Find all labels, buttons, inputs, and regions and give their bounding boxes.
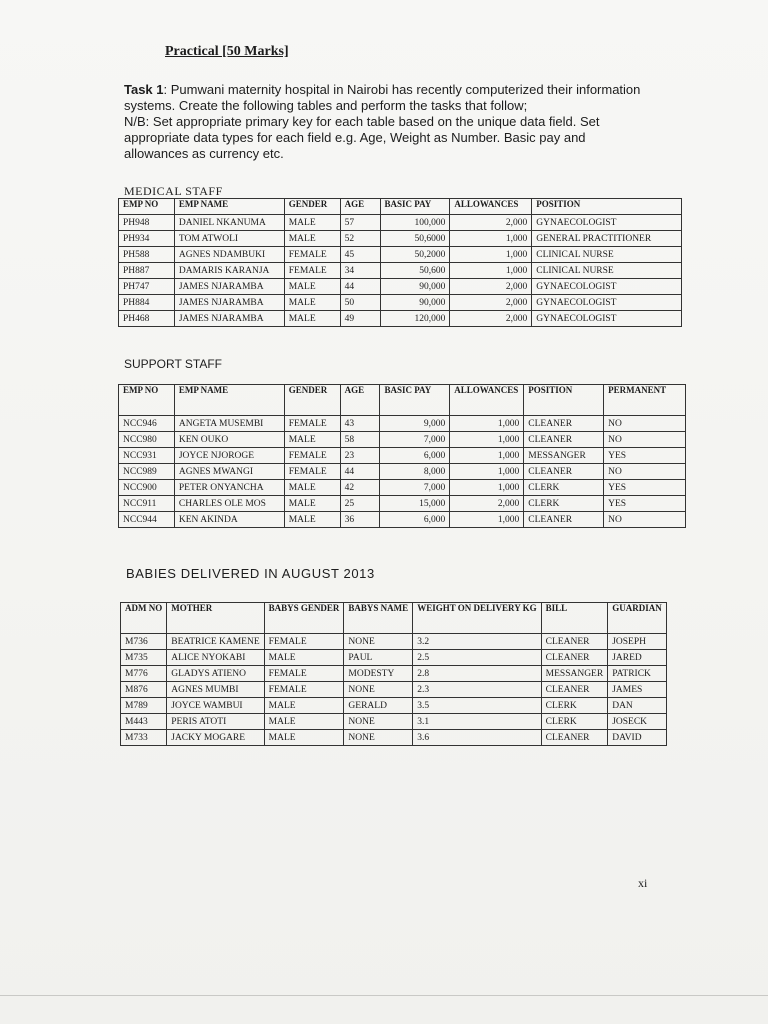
table-cell: YES	[604, 480, 686, 496]
table-cell: 1,000	[450, 263, 532, 279]
table-cell: MESSANGER	[524, 448, 604, 464]
table-cell: CLEANER	[541, 730, 608, 746]
table-cell: NCC900	[119, 480, 175, 496]
table-cell: CLERK	[524, 480, 604, 496]
task-note: N/B: Set appropriate primary key for each table based on the unique data field. Set appropriate data types for each field e.g. Age, Weight as Number. Basic pay and allowances as currency etc.	[124, 114, 600, 161]
table-cell: M443	[121, 714, 167, 730]
babies-delivered-table	[120, 602, 667, 746]
table-cell: CLERK	[541, 698, 608, 714]
column-header: ALLOWANCES	[450, 385, 524, 416]
table-cell: FEMALE	[264, 666, 344, 682]
table-cell: MALE	[284, 215, 340, 231]
table-cell: NONE	[344, 634, 413, 650]
table-cell: GENERAL PRACTITIONER	[532, 231, 682, 247]
table-cell: CLEANER	[524, 512, 604, 528]
medical-staff-table	[118, 198, 682, 327]
table-cell: 9,000	[380, 416, 450, 432]
table-cell: MALE	[284, 279, 340, 295]
table-row	[119, 512, 686, 528]
table-cell: DAMARIS KARANJA	[174, 263, 284, 279]
table-cell: DAN	[608, 698, 667, 714]
table-row	[119, 215, 682, 231]
table-cell: KEN OUKO	[174, 432, 284, 448]
table-cell: MESSANGER	[541, 666, 608, 682]
table-cell: AGNES MWANGI	[174, 464, 284, 480]
table-cell: NCC980	[119, 432, 175, 448]
table-cell: M876	[121, 682, 167, 698]
table-cell: MALE	[264, 730, 344, 746]
table-cell: M736	[121, 634, 167, 650]
column-header: BASIC PAY	[380, 385, 450, 416]
table-cell: NCC944	[119, 512, 175, 528]
table-cell: 45	[340, 247, 380, 263]
table-cell: 1,000	[450, 231, 532, 247]
table-cell: 1,000	[450, 448, 524, 464]
column-header: WEIGHT ON DELIVERY KG	[413, 603, 541, 634]
table-cell: 3.6	[413, 730, 541, 746]
table-cell: 1,000	[450, 464, 524, 480]
table-row	[121, 650, 667, 666]
table-cell: NO	[604, 512, 686, 528]
table-cell: PH887	[119, 263, 175, 279]
table-cell: MALE	[264, 650, 344, 666]
table-cell: 120,000	[380, 311, 450, 327]
page-bottom-rule	[0, 995, 768, 996]
column-header: ALLOWANCES	[450, 199, 532, 215]
table-cell: FEMALE	[284, 263, 340, 279]
table-cell: 1,000	[450, 416, 524, 432]
table-row	[119, 480, 686, 496]
table-cell: CLINICAL NURSE	[532, 247, 682, 263]
table-cell: 52	[340, 231, 380, 247]
table-cell: 90,000	[380, 279, 450, 295]
table-cell: NONE	[344, 730, 413, 746]
table-cell: JARED	[608, 650, 667, 666]
table-cell: DANIEL NKANUMA	[174, 215, 284, 231]
table-cell: 2,000	[450, 311, 532, 327]
column-header: EMP NAME	[174, 385, 284, 416]
table-cell: 1,000	[450, 512, 524, 528]
table-cell: 23	[340, 448, 380, 464]
table-row	[119, 432, 686, 448]
table-cell: CHARLES OLE MOS	[174, 496, 284, 512]
table-cell: 2.3	[413, 682, 541, 698]
table-row	[119, 311, 682, 327]
table-cell: 3.1	[413, 714, 541, 730]
table-cell: 57	[340, 215, 380, 231]
table-cell: DAVID	[608, 730, 667, 746]
column-header: PERMANENT	[604, 385, 686, 416]
table-cell: BEATRICE KAMENE	[167, 634, 264, 650]
table-cell: AGNES NDAMBUKI	[174, 247, 284, 263]
table-cell: PH747	[119, 279, 175, 295]
table-header-row	[119, 385, 686, 416]
table-cell: 3.2	[413, 634, 541, 650]
task-label: Task 1	[124, 82, 164, 97]
table-cell: GYNAECOLOGIST	[532, 215, 682, 231]
table-cell: CLEANER	[541, 682, 608, 698]
table-row	[119, 496, 686, 512]
column-header: BABYS NAME	[344, 603, 413, 634]
table-cell: 43	[340, 416, 380, 432]
table-cell: 34	[340, 263, 380, 279]
table-cell: JAMES NJARAMBA	[174, 279, 284, 295]
table-cell: NCC989	[119, 464, 175, 480]
table-cell: MALE	[284, 480, 340, 496]
table-cell: 90,000	[380, 295, 450, 311]
table-cell: JOYCE WAMBUI	[167, 698, 264, 714]
table-cell: ANGETA MUSEMBI	[174, 416, 284, 432]
table-cell: MALE	[284, 295, 340, 311]
column-header: GENDER	[284, 385, 340, 416]
table-row	[121, 634, 667, 650]
table-row	[121, 682, 667, 698]
table-cell: 58	[340, 432, 380, 448]
table-cell: 8,000	[380, 464, 450, 480]
table-cell: M789	[121, 698, 167, 714]
table-cell: NO	[604, 432, 686, 448]
table-cell: FEMALE	[284, 448, 340, 464]
table-cell: 2,000	[450, 215, 532, 231]
table-cell: NCC931	[119, 448, 175, 464]
table-cell: PH948	[119, 215, 175, 231]
column-header: GENDER	[284, 199, 340, 215]
task-description	[124, 82, 644, 162]
page-title: Practical [50 Marks]	[165, 44, 289, 59]
table-cell: JAMES	[608, 682, 667, 698]
support-staff-table	[118, 384, 686, 528]
table-cell: PH934	[119, 231, 175, 247]
table-cell: CLEANER	[524, 432, 604, 448]
table-cell: GYNAECOLOGIST	[532, 295, 682, 311]
table-cell: 36	[340, 512, 380, 528]
table-cell: 7,000	[380, 432, 450, 448]
table-cell: 1,000	[450, 247, 532, 263]
table-cell: CLEANER	[541, 650, 608, 666]
column-header: EMP NAME	[174, 199, 284, 215]
column-header: POSITION	[532, 199, 682, 215]
table-cell: 44	[340, 279, 380, 295]
table-cell: MALE	[284, 512, 340, 528]
table-cell: NCC946	[119, 416, 175, 432]
table-cell: FEMALE	[284, 464, 340, 480]
table-cell: 3.5	[413, 698, 541, 714]
table-cell: MALE	[264, 714, 344, 730]
task-text: : Pumwani maternity hospital in Nairobi has recently computerized their information systems. Create the following tables and perform the tasks that follow;	[124, 82, 641, 113]
table-cell: FEMALE	[284, 416, 340, 432]
column-header: BILL	[541, 603, 608, 634]
table-row	[119, 416, 686, 432]
table-cell: 2.8	[413, 666, 541, 682]
table-cell: 49	[340, 311, 380, 327]
table-cell: MALE	[284, 432, 340, 448]
table-cell: PAUL	[344, 650, 413, 666]
table-cell: 2,000	[450, 496, 524, 512]
table-cell: JOSECK	[608, 714, 667, 730]
table-cell: MALE	[284, 231, 340, 247]
table-cell: NONE	[344, 714, 413, 730]
table-cell: FEMALE	[264, 634, 344, 650]
table-row	[119, 231, 682, 247]
table-row	[121, 714, 667, 730]
table-cell: 6,000	[380, 512, 450, 528]
table-cell: MALE	[264, 698, 344, 714]
table-cell: 2.5	[413, 650, 541, 666]
table-cell: FEMALE	[264, 682, 344, 698]
table-cell: GLADYS ATIENO	[167, 666, 264, 682]
table-cell: 2,000	[450, 295, 532, 311]
table-row	[121, 730, 667, 746]
table-row	[119, 295, 682, 311]
table-cell: NO	[604, 416, 686, 432]
table-cell: 15,000	[380, 496, 450, 512]
page-number: xi	[638, 876, 648, 890]
table-cell: CLEANER	[524, 416, 604, 432]
support-staff-caption: SUPPORT STAFF	[124, 357, 223, 371]
table-cell: 1,000	[450, 432, 524, 448]
table-cell: GYNAECOLOGIST	[532, 311, 682, 327]
table-cell: 44	[340, 464, 380, 480]
column-header: AGE	[340, 385, 380, 416]
table-row	[119, 279, 682, 295]
table-cell: M776	[121, 666, 167, 682]
table-cell: MALE	[284, 311, 340, 327]
table-cell: PERIS ATOTI	[167, 714, 264, 730]
column-header: BASIC PAY	[380, 199, 450, 215]
table-row	[119, 247, 682, 263]
table-cell: AGNES MUMBI	[167, 682, 264, 698]
table-row	[119, 464, 686, 480]
table-cell: PATRICK	[608, 666, 667, 682]
table-cell: 50	[340, 295, 380, 311]
table-cell: 1,000	[450, 480, 524, 496]
table-cell: TOM ATWOLI	[174, 231, 284, 247]
table-cell: NONE	[344, 682, 413, 698]
column-header: AGE	[340, 199, 380, 215]
table-row	[119, 263, 682, 279]
table-row	[121, 698, 667, 714]
table-cell: 2,000	[450, 279, 532, 295]
table-cell: 6,000	[380, 448, 450, 464]
column-header: EMP NO	[119, 199, 175, 215]
medical-staff-caption: MEDICAL STAFF	[124, 184, 223, 198]
table-cell: NO	[604, 464, 686, 480]
table-cell: ALICE NYOKABI	[167, 650, 264, 666]
table-cell: NCC911	[119, 496, 175, 512]
table-cell: GERALD	[344, 698, 413, 714]
column-header: EMP NO	[119, 385, 175, 416]
table-row	[119, 448, 686, 464]
table-cell: 100,000	[380, 215, 450, 231]
column-header: POSITION	[524, 385, 604, 416]
table-row	[121, 666, 667, 682]
table-cell: KEN AKINDA	[174, 512, 284, 528]
table-cell: PH884	[119, 295, 175, 311]
table-cell: 50,2000	[380, 247, 450, 263]
table-cell: PETER ONYANCHA	[174, 480, 284, 496]
column-header: BABYS GENDER	[264, 603, 344, 634]
table-cell: M735	[121, 650, 167, 666]
table-cell: CLEANER	[524, 464, 604, 480]
table-cell: PH588	[119, 247, 175, 263]
table-cell: CLERK	[541, 714, 608, 730]
table-cell: PH468	[119, 311, 175, 327]
table-cell: JAMES NJARAMBA	[174, 295, 284, 311]
table-cell: JOYCE NJOROGE	[174, 448, 284, 464]
table-cell: CLINICAL NURSE	[532, 263, 682, 279]
table-cell: YES	[604, 496, 686, 512]
babies-caption: BABIES DELIVERED IN AUGUST 2013	[126, 566, 375, 581]
table-cell: 50,6000	[380, 231, 450, 247]
table-cell: JAMES NJARAMBA	[174, 311, 284, 327]
column-header: GUARDIAN	[608, 603, 667, 634]
table-cell: M733	[121, 730, 167, 746]
table-cell: JACKY MOGARE	[167, 730, 264, 746]
table-cell: 25	[340, 496, 380, 512]
table-cell: MALE	[284, 496, 340, 512]
table-cell: JOSEPH	[608, 634, 667, 650]
table-cell: MODESTY	[344, 666, 413, 682]
table-cell: 42	[340, 480, 380, 496]
table-cell: CLEANER	[541, 634, 608, 650]
table-cell: GYNAECOLOGIST	[532, 279, 682, 295]
column-header: ADM NO	[121, 603, 167, 634]
table-header-row	[121, 603, 667, 634]
table-header-row	[119, 199, 682, 215]
table-cell: CLERK	[524, 496, 604, 512]
table-cell: YES	[604, 448, 686, 464]
table-cell: 50,600	[380, 263, 450, 279]
column-header: MOTHER	[167, 603, 264, 634]
table-cell: FEMALE	[284, 247, 340, 263]
table-cell: 7,000	[380, 480, 450, 496]
